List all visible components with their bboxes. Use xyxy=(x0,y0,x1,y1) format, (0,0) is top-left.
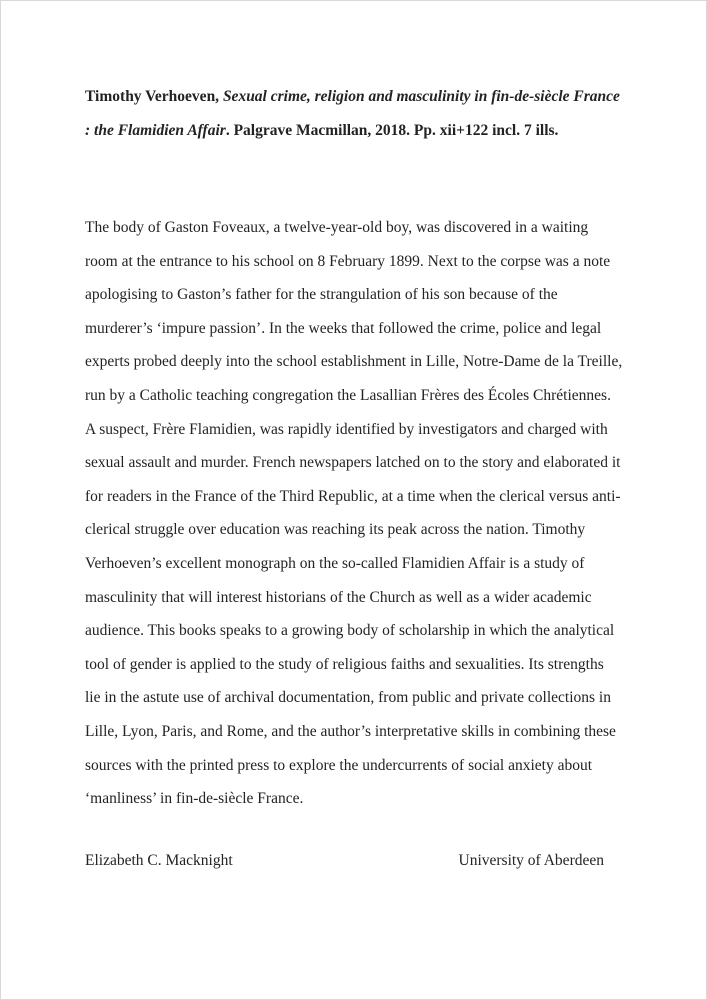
signature-row xyxy=(85,850,604,872)
citation-book-title: Sexual crime, religion and masculinity in fin-de-siècle France : the Flamidien Affair xyxy=(85,88,620,139)
reviewer-affiliation: University of Aberdeen xyxy=(458,852,604,869)
review-paragraph: The body of Gaston Foveaux, a twelve-year-old boy, was discovered in a waiting room at the entrance to his school on 8 February 1899. Next to the corpse was a note apologising to Gaston’s father for the strangulation of his son because of the murderer’s ‘impure passion’. In the weeks that followed the crime, police and legal experts probed deeply into the school establishment in Lille, Notre-Dame de la Treille, run by a Catholic teaching congregation the Lasallian Frères des Écoles Chrétiennes. A suspect, Frère Flamidien, was rapidly identified by investigators and charged with sexual assault and murder. French newspapers latched on to the story and elaborated it for readers in the France of the Third Republic, at a time when the clerical versus anti-clerical struggle over education was reaching its peak across the nation. Timothy Verhoeven’s excellent monograph on the so-called Flamidien Affair is a study of masculinity that will interest historians of the Church as well as a wider academic audience. This books speaks to a growing body of scholarship in which the analytical tool of gender is applied to the study of religious faiths and sexualities. Its strengths lie in the astute use of archival documentation, from public and private collections in Lille, Lyon, Paris, and Rome, and the author’s interpretative skills in combining these sources with the printed press to explore the undercurrents of social anxiety about ‘manliness’ in fin-de-siècle France. xyxy=(85,219,623,808)
book-citation xyxy=(85,80,623,147)
citation-author: Timothy Verhoeven, xyxy=(85,88,223,105)
citation-publication-info: . Palgrave Macmillan, 2018. Pp. xii+122 incl. 7 ills. xyxy=(225,121,559,139)
reviewer-name: Elizabeth C. Macknight xyxy=(85,852,233,869)
